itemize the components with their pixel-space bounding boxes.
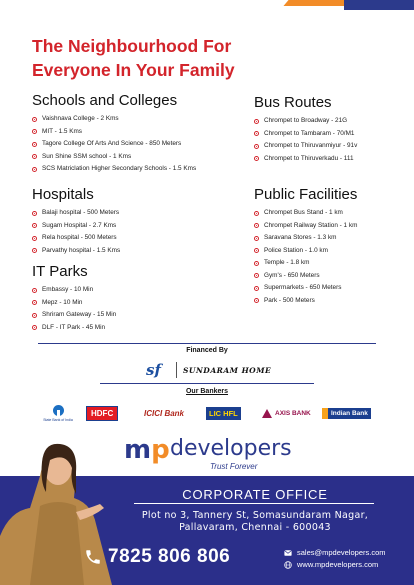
bullet-icon xyxy=(32,167,37,172)
list-item: Saravana Stores - 1.3 km xyxy=(254,232,357,245)
list-item: Temple - 1.8 km xyxy=(254,257,357,270)
bullet-icon xyxy=(32,129,37,134)
bullet-icon xyxy=(254,236,259,241)
bullet-icon xyxy=(32,288,37,293)
bullet-icon xyxy=(32,313,37,318)
hospitals-list xyxy=(32,207,120,257)
indian-bank-logo: Indian Bank xyxy=(322,403,378,423)
bus-routes-title: Bus Routes xyxy=(254,94,332,111)
list-item: Balaji hospital - 500 Meters xyxy=(32,207,120,220)
sundaram-name: SUNDARAM HOME xyxy=(183,365,272,375)
list-item: Sun Shine SSM school - 1 Kms xyxy=(32,151,196,164)
sbi-icon xyxy=(53,405,64,416)
bullet-icon xyxy=(254,156,259,161)
email-link[interactable]: sales@mpdevelopers.com xyxy=(284,548,385,557)
corner-stripe xyxy=(274,0,414,10)
mp-developers-logo xyxy=(124,434,304,474)
bullet-icon xyxy=(32,211,37,216)
list-item: Embassy - 10 Min xyxy=(32,284,116,297)
it-parks-title: IT Parks xyxy=(32,263,88,280)
list-item: Chrompet Bus Stand - 1 km xyxy=(254,207,357,220)
list-item: Chrompet Railway Station - 1 km xyxy=(254,220,357,233)
bullet-icon xyxy=(32,117,37,122)
website-link[interactable]: www.mpdevelopers.com xyxy=(284,560,378,569)
phone-number[interactable]: 7825 806 806 xyxy=(84,546,230,568)
divider-middle xyxy=(100,383,314,384)
list-item: Sugam Hospital - 2.7 Kms xyxy=(32,220,120,233)
hospitals-section xyxy=(32,186,120,257)
mp-mark-icon: mp xyxy=(124,435,170,465)
list-item: Shriram Gateway - 15 Min xyxy=(32,309,116,322)
list-item: MIT - 1.5 Kms xyxy=(32,126,196,139)
address-line-2: Pallavaram, Chennai - 600043 xyxy=(179,522,331,533)
brand-tagline: Trust Forever xyxy=(210,462,258,471)
schools-section xyxy=(32,92,196,176)
bullet-icon xyxy=(254,298,259,303)
bullet-icon xyxy=(32,223,37,228)
bullet-icon xyxy=(254,261,259,266)
public-facilities-title: Public Facilities xyxy=(254,186,358,203)
phone-icon xyxy=(84,548,102,566)
public-facilities-section xyxy=(254,186,357,307)
bullet-icon xyxy=(254,131,259,136)
list-item: Chrompet to Thiruverkadu - 111 xyxy=(254,153,357,166)
list-item: Tagore College Of Arts And Science - 850 Meters xyxy=(32,138,196,151)
corporate-office-underline xyxy=(134,503,374,504)
list-item: Chrompet to Thiruvanmiyur - 91v xyxy=(254,140,357,153)
axis-bank-logo: AXIS BANK xyxy=(262,403,317,423)
bullet-icon xyxy=(254,273,259,278)
list-item: Gym's - 650 Meters xyxy=(254,270,357,283)
bullet-icon xyxy=(254,144,259,149)
list-item: Parvathy hospital - 1.5 Kms xyxy=(32,245,120,258)
brand-word: developers xyxy=(170,436,292,461)
list-item: Mepz - 10 Min xyxy=(32,297,116,310)
axis-triangle-icon xyxy=(262,409,272,418)
corner-stripe-navy xyxy=(344,0,414,10)
bullet-icon xyxy=(32,142,37,147)
bus-routes-list xyxy=(254,115,357,165)
globe-icon xyxy=(284,561,292,569)
list-item: Supermarkets - 650 Meters xyxy=(254,282,357,295)
bullet-icon xyxy=(254,119,259,124)
list-item: Vaishnava College - 2 Kms xyxy=(32,113,196,126)
bullet-icon xyxy=(32,325,37,330)
financed-title: Financed By xyxy=(186,347,228,354)
mail-icon xyxy=(284,549,292,557)
corporate-office-title: CORPORATE OFFICE xyxy=(182,487,328,502)
hdfc-logo: HDFC xyxy=(86,403,136,423)
divider-top xyxy=(38,343,376,344)
icici-logo: ICICI Bank xyxy=(144,408,185,418)
address-line-1: Plot no 3, Tannery St, Somasundaram Nagar, xyxy=(141,510,369,521)
it-parks-section xyxy=(32,263,116,334)
list-item: Chrompet to Tambaram - 70/M1 xyxy=(254,128,357,141)
hospitals-title: Hospitals xyxy=(32,186,94,203)
bullet-icon xyxy=(254,248,259,253)
bullet-icon xyxy=(32,300,37,305)
list-item: Chrompet to Broadway - 21G xyxy=(254,115,357,128)
list-item: Police Station - 1.0 km xyxy=(254,245,357,258)
bullet-icon xyxy=(32,236,37,241)
bullet-icon xyxy=(32,248,37,253)
headline xyxy=(32,34,392,82)
list-item: Rela hospital - 500 Meters xyxy=(32,232,120,245)
sundaram-logo xyxy=(146,360,276,380)
sbi-logo: State Bank of India xyxy=(38,403,78,423)
bullet-icon xyxy=(254,211,259,216)
headline-line-1: The Neighbourhood For xyxy=(32,36,232,56)
sundaram-mark-icon: sf xyxy=(146,361,161,379)
it-parks-list xyxy=(32,284,116,334)
headline-line-2: Everyone In Your Family xyxy=(32,60,235,80)
bullet-icon xyxy=(254,223,259,228)
bullet-icon xyxy=(254,286,259,291)
schools-title: Schools and Colleges xyxy=(32,92,178,109)
bankers-title: Our Bankers xyxy=(185,388,229,395)
bus-routes-section xyxy=(254,94,357,165)
list-item: DLF - IT Park - 45 Min xyxy=(32,322,116,335)
schools-list xyxy=(32,113,196,176)
bullet-icon xyxy=(32,154,37,159)
lic-hfl-logo: LIC HFL xyxy=(206,403,256,423)
public-facilities-list xyxy=(254,207,357,307)
logo-separator xyxy=(176,362,177,378)
list-item: SCS Matriclation Higher Secondary Schools - 1.5 Kms xyxy=(32,163,196,176)
list-item: Park - 500 Meters xyxy=(254,295,357,308)
